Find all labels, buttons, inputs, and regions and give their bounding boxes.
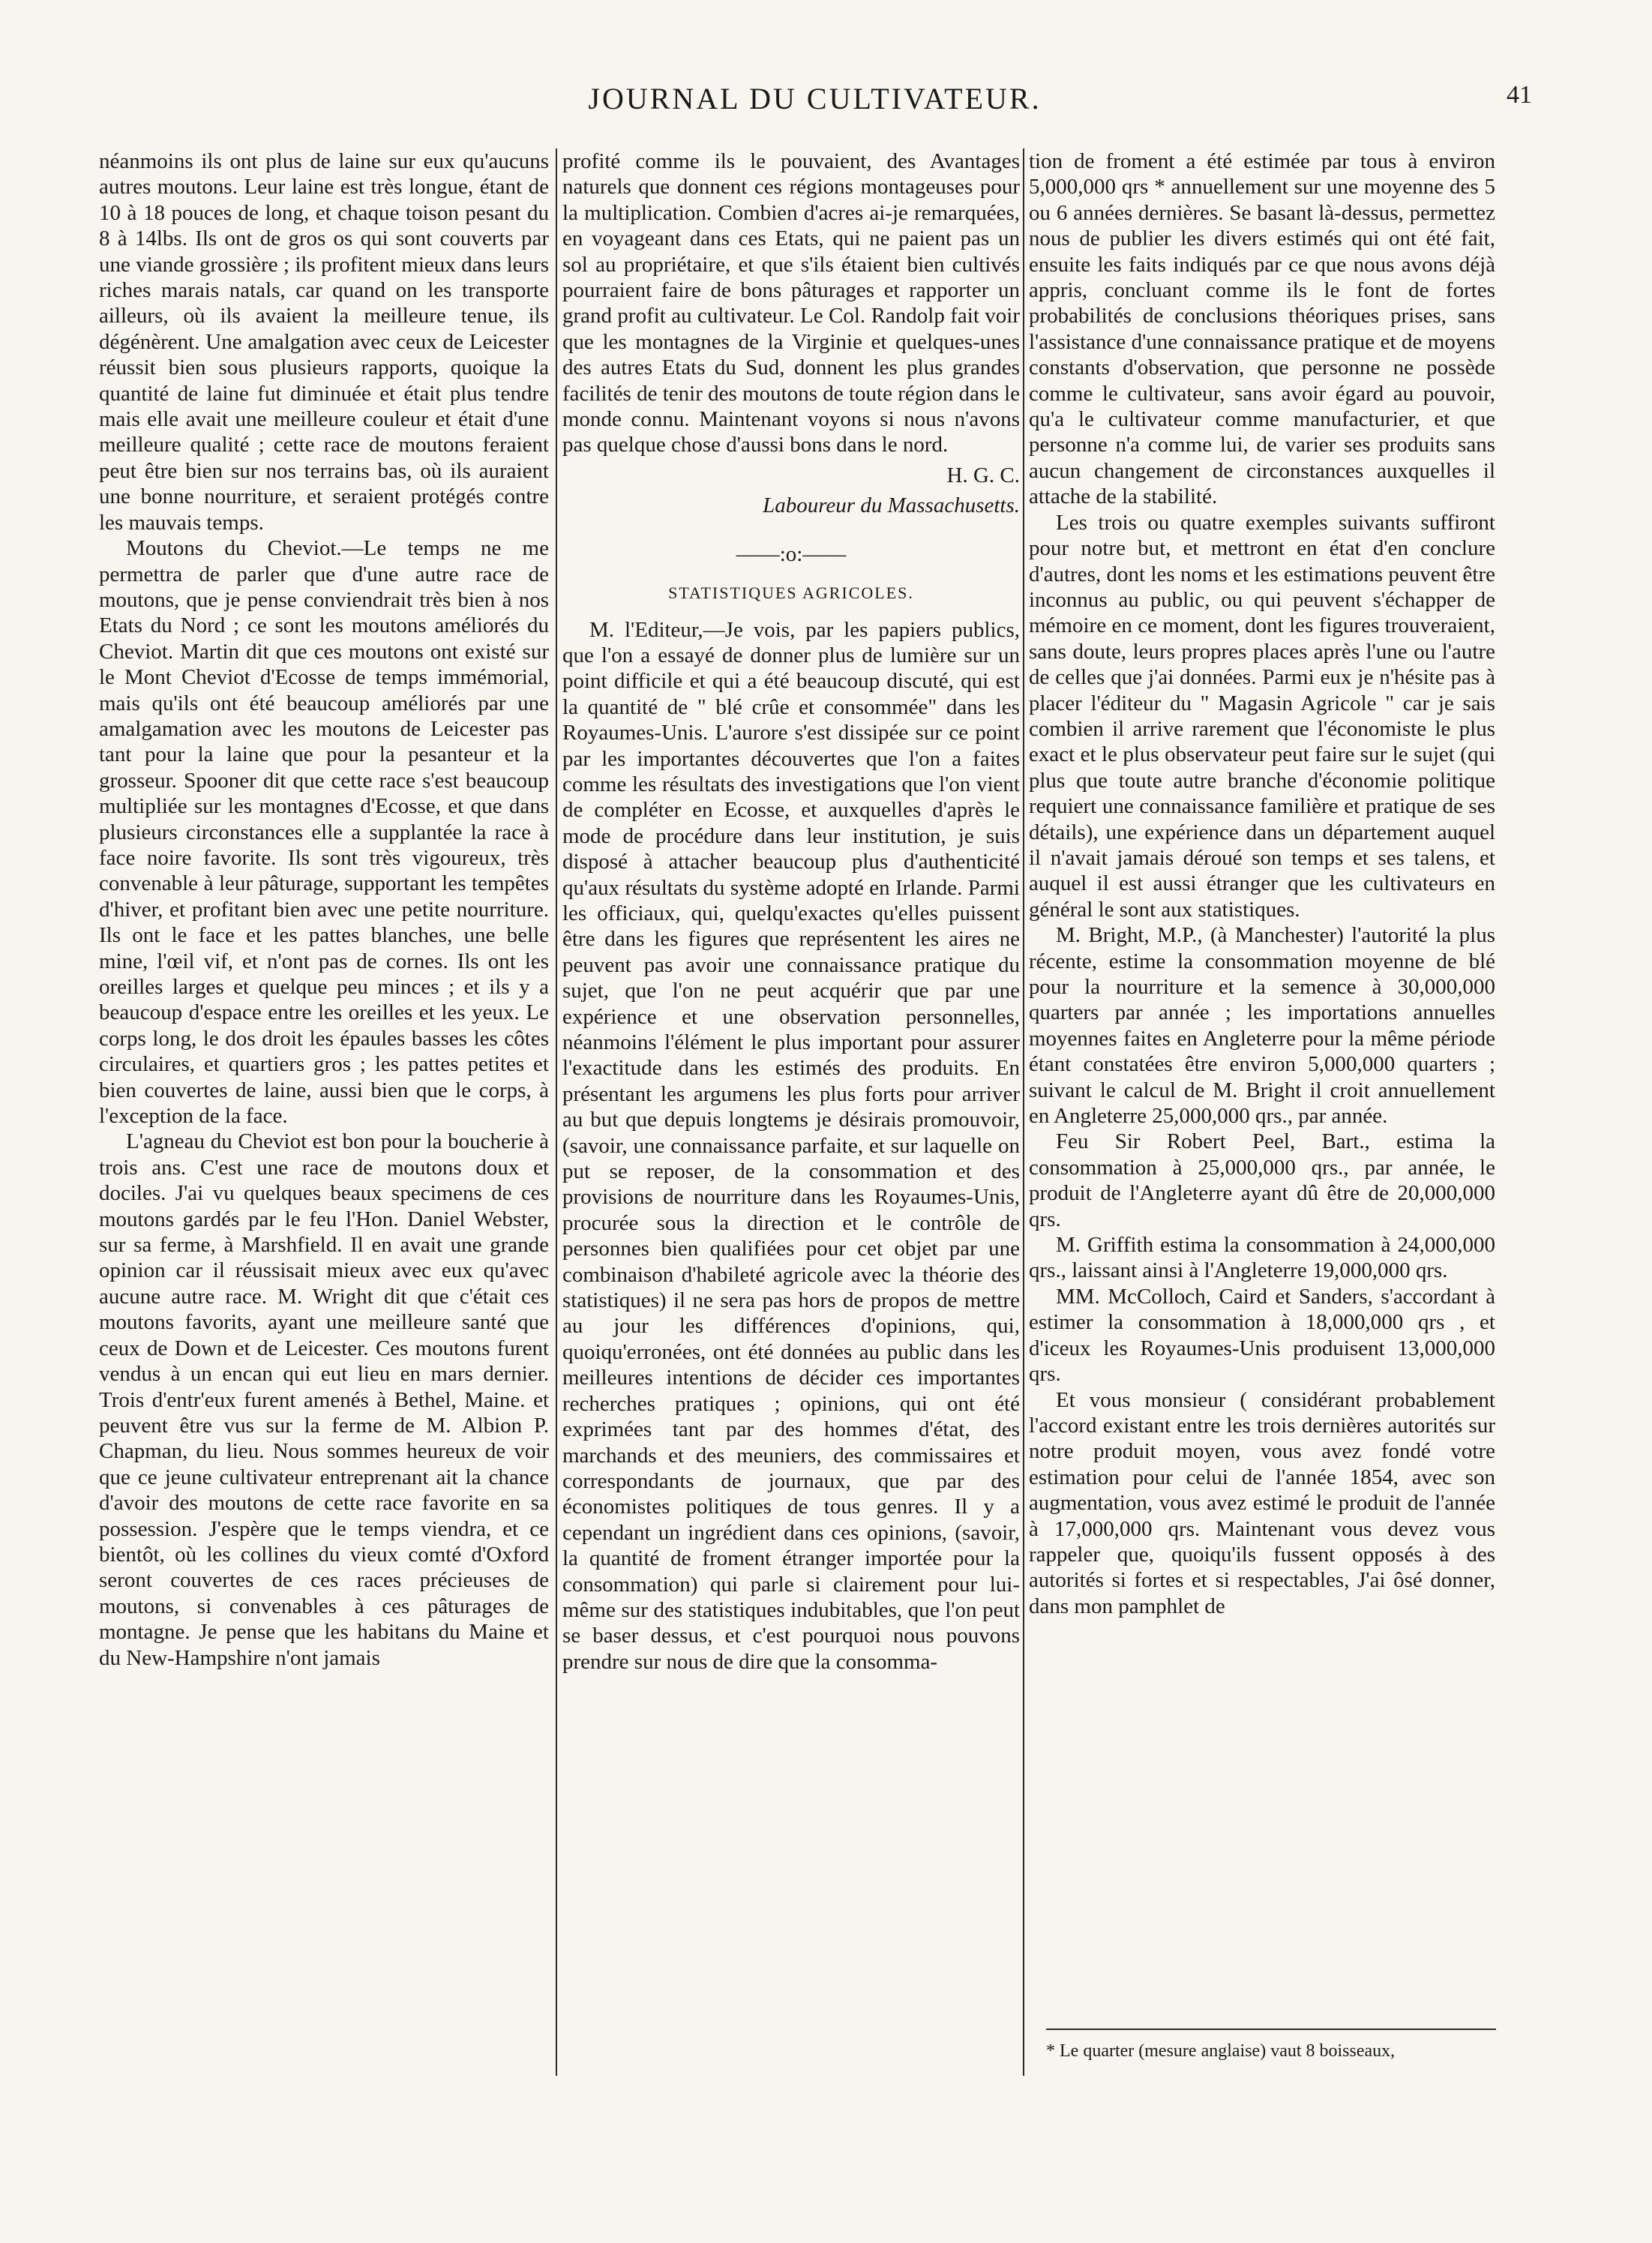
- paragraph: Moutons du Cheviot.—Le temps ne me permettra de parler que d'une autre race de moutons, que je pense conviendrait très bien à nos Etats du Nord ; ce sont les moutons améliorés du Cheviot. Martin dit que ces moutons ont existé sur le Mont Cheviot d'Ecosse de temps immémorial, mais qu'ils ont été beaucoup améliorés par une amalgamation avec les moutons de Leicester pas tant pour la laine que pour la pesanteur et la grosseur. Spooner dit que cette race s'est beaucoup multipliée sur les montagnes d'Ecosse, et que dans plusieurs circonstances elle a supplantée la race à face noire favorite. Ils sont très vigoureux, très convenable à leur pâturage, supportant les tempêtes d'hiver, et profitant bien avec une petite nourriture. Ils ont le face et les pattes blanches, une belle mine, l'œil vif, et n'ont pas de cornes. Ils ont les oreilles larges et quelque peu minces ; et ils y a beaucoup d'espace entre les oreilles et les yeux. Le corps long, le dos droit les épaules basses les côtes circulaires, et quartiers gros ; les pattes petites et bien couvertes de laine, aussi bien que le corps, à l'exception de la face.: [99, 536, 549, 1129]
- column-rule-1: [556, 148, 557, 2076]
- paragraph: M. Griffith estima la consommation à 24,000,000 qrs., laissant ainsi à l'Angleterre 19,000,000 qrs.: [1029, 1233, 1495, 1283]
- column-rule-2: [1023, 148, 1024, 2076]
- paragraph: tion de froment a été estimée par tous à environ 5,000,000 qrs * annuellement sur une moyenne des 5 ou 6 années dernières. Se basant là-dessus, permettez nous de publier les divers estimés qui ont été fait, ensuite les faits indiqués par ce que nous avons déjà appris, concluant comme ils le font de fortes probabilités de conclusions théoriques prises, sans l'assistance d'une connaissance pratique et de moyens constants d'observation, que personne ne possède comme le cultivateur, sans avoir égard au pouvoir, qu'a le cultivateur comme manufacturier, et que personne n'a comme lui, de varier ses produits sans aucun changement de circonstances auxquelles il attache de la stabilité.: [1029, 149, 1495, 509]
- page-number: 41: [1507, 81, 1532, 109]
- paragraph: profité comme ils le pouvaient, des Avantages naturels que donnent ces régions montageuses pour la multiplication. Combien d'acres ai-je remarquées, en voyageant dans ces Etats, qui ne paient pas un sol au propriétaire, et que s'ils étaient bien cultivés pourraient faire de bons pâturages et rapporter un grand profit au cultivateur. Le Col. Randolp fait voir que les montagnes de la Virginie et quelques-unes des autres Etats du Sud, donnent les plus grandes facilités de tenir des moutons de toute région dans le monde connu. Maintenant voyons si nous n'avons pas quelque chose d'aussi bons dans le nord.: [562, 149, 1020, 457]
- paragraph: Et vous monsieur ( considérant probablement l'accord existant entre les trois dernières autorités sur notre produit moyen, vous avez fondé votre estimation pour celui de l'année 1854, avec son augmentation, vous avez estimé le produit de l'année à 17,000,000 qrs. Maintenant vous devez vous rappeler que, quoiqu'ils fussent opposés à des autorités si fortes et si respectables, J'ai ôsé donner, dans mon pamphlet de: [1029, 1387, 1495, 1618]
- paragraph: néanmoins ils ont plus de laine sur eux qu'aucuns autres moutons. Leur laine est très longue, étant de 10 à 18 pouces de long, et chaque toison pesant du 8 à 14lbs. Ils ont de gros os qui sont couverts par une viande grossière ; ils profitent mieux dans leurs riches marais natals, car quand on les transporte ailleurs, où ils avaient la meilleure tenue, ils dégénèrent. Une amalgation avec ceux de Leicester réussit bien sous plusieurs rapports, quoique la quantité de laine fut diminuée et était plus tendre mais elle avait une meilleure couleur et était d'une meilleure qualité ; cette race de moutons feraient peut être bien sur nos terrains bas, où ils auraient une bonne nourriture, et seraient protégés contre les mauvais temps.: [99, 149, 549, 535]
- footnote-rule: [1046, 2029, 1496, 2030]
- paragraph: MM. McColloch, Caird et Sanders, s'accordant à estimer la consommation à 18,000,000 qrs , et d'iceux les Royaumes-Unis produisent 13,000,000 qrs.: [1029, 1284, 1495, 1387]
- paragraph: Les trois ou quatre exemples suivants suffiront pour notre but, et mettront en état d'en conclure d'autres, dont les noms et les estimations peuvent être inconnus au public, ou qui peuvent s'échapper de mémoire en ce moment, dont les figures trouveraient, sans doute, leurs propres places après l'une ou l'autre de celles que j'ai données. Parmi eux je n'hésite pas à placer l'éditeur du " Magasin Agricole " car je sais combien il arrive rarement que l'économiste le plus exact et le plus observateur peut faire sur le sujet (qui plus que toute autre branche d'économie politique requiert une connaissance familière et pratique de ses détails), une expérience dans un département auquel il n'avait jamais déroué son temps et ses talens, et auquel il est aussi étranger que les cultivateurs en général le sont aux statistiques.: [1029, 510, 1495, 922]
- column-2: [562, 148, 1020, 1675]
- paragraph: L'agneau du Cheviot est bon pour la boucherie à trois ans. C'est une race de moutons doux et dociles. J'ai vu quelques beaux specimens de ces moutons gardés par le feu l'Hon. Daniel Webster, sur sa ferme, à Marshfield. Il en avait une grande opinion car il réussisait mieux avec eux qu'avec aucune autre race. M. Wright dit que c'était ces moutons favorits, ayant une meilleure santé que ceux de Down et de Leicester. Ces moutons furent vendus à un encan qui eut lieu en mars dernier. Trois d'entr'eux furent amenés à Bethel, Maine. et peuvent être vus sur la ferme de M. Albion P. Chapman, du lieu. Nous sommes heureux de voir que ce jeune cultivateur entreprenant ait la chance d'avoir des moutons de cette race favorite en sa possession. J'espère que le temps viendra, et ce bientôt, où les collines du vieux comté d'Oxford seront couvertes de ces races précieuses de moutons, si convenables à ces pâturages de montagne. Je pense que les habitans du Maine et du New-Hampshire n'ont jamais: [99, 1129, 549, 1670]
- section-separator: ——:o:——: [736, 541, 847, 566]
- article-signature: H. G. C.: [946, 463, 1020, 487]
- column-3: [1029, 148, 1495, 1619]
- footnote: * Le quarter (mesure anglaise) vaut 8 boisseaux,: [1046, 2041, 1396, 2061]
- signature-title: Laboureur du Massachusetts.: [763, 493, 1020, 518]
- page-header: [97, 81, 1532, 126]
- section-title: STATISTIQUES AGRICOLES.: [668, 583, 914, 603]
- paragraph: Feu Sir Robert Peel, Bart., estima la consommation à 25,000,000 qrs., par année, le produit de l'Angleterre ayant dû être de 20,000,000 qrs.: [1029, 1129, 1495, 1231]
- paragraph: M. l'Editeur,—Je vois, par les papiers publics, que l'on a essayé de donner plus de lumière sur un point difficile et qui a été beaucoup discuté, qui est la quantité de " blé crûe et consommée" dans les Royaumes-Unis. L'aurore s'est dissipée sur ce point par les importantes découvertes que l'on a faites comme les résultats des investigations que l'on vient de compléter en Ecosse, et auxquelles d'après le mode de procédure dans leur institution, je suis disposé à attacher beaucoup plus d'authenticité qu'aux résultats du système adopté en Irlande. Parmi les officiaux, qui, quelqu'exactes qu'elles puissent être dans les figures que représentent les aires ne peuvent pas avoir une connaissance pratique du sujet, que l'on ne peut acquérir que par une expérience et une observation personnelles, néanmoins l'élément le plus important pour assurer l'exactitude dans les estimés des produits. En présentant les argumens les plus forts pour arriver au but que depuis longtems je désirais promouvoir, (savoir, une connaissance parfaite, et sur laquelle on put se reposer, de la consommation et des provisions de nourriture dans les Royaumes-Unis, procurée sous la direction et le contrôle de personnes bien qualifiées pour cet objet par une combinaison d'habileté agricole avec la théorie des statistiques) il ne sera pas hors de propos de mettre au jour les différences d'opinions, qui, quoiqu'erronées, ont été données au public dans les meilleures intentions de décider ces importantes recherches pratiques ; opinions, qui ont été exprimées tant par des hommes d'état, des marchands et des meuniers, des commissaires et correspondants de journaux, que par des économistes politiques de tous genres. Il y a cependant un ingrédient dans ces opinions, (savoir, la quantité de froment étranger importée pour la consommation) qui parle si clairement pour lui-même sur des statistiques indubitables, que l'on peut se baser dessus, et c'est pourquoi nous pouvons prendre sur nous de dire que la consomma-: [562, 617, 1020, 1674]
- column-1: [99, 148, 549, 1671]
- journal-title: JOURNAL DU CULTIVATEUR.: [588, 82, 1042, 115]
- paragraph: M. Bright, M.P., (à Manchester) l'autorité la plus récente, estime la consommation moyenne de blé pour la nourriture et la semence à 30,000,000 quarters par année ; les importations annuelles moyennes faites en Angleterre pour la même période étant constatées être environ 5,000,000 quarters ; suivant le calcul de M. Bright il croit annuellement en Angleterre 25,000,000 qrs., par année.: [1029, 923, 1495, 1129]
